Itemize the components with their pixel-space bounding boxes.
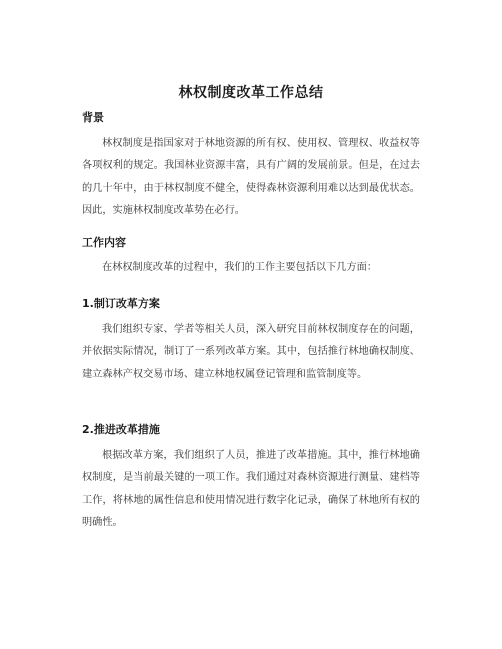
section-heading-background: 背景 — [82, 111, 104, 124]
paragraph-reform-plan: 我们组织专家、学者等相关人员，深入研究目前林权制度存在的问题，并依据实际情况，制订了一系列改革方案。其中，包括推行林地确权制度、建立森林产权交易市场、建立林地权属登记管理和监管制度等。 — [82, 324, 420, 380]
paragraph-work-content: 在林权制度改革的过程中，我们的工作主要包括以下几方面： — [102, 262, 378, 273]
section-heading-work-content: 工作内容 — [82, 236, 126, 249]
section-heading-reform-measures: 2.推进改革措施 — [82, 423, 160, 436]
paragraph-background: 林权制度是指国家对于林地资源的所有权、使用权、管理权、收益权等各项权利的规定。我国林业资源丰富，具有广阔的发展前景。但是，在过去的几十年中，由于林权制度不健全，使得森林资源利用难以达到最优状态。因此，实施林权制度改革势在必行。 — [82, 138, 420, 216]
document-title: 林权制度改革工作总结 — [178, 85, 324, 101]
paragraph-reform-measures: 根据改革方案，我们组织了人员，推进了改革措施。其中，推行林地确权制度，是当前最关键的一项工作。我们通过对森林资源进行测量、建档等工作，将林地的属性信息和使用情况进行数字化记录，确保了林地所有权的明确性。 — [82, 450, 420, 528]
section-heading-reform-plan: 1.制订改革方案 — [82, 297, 160, 310]
